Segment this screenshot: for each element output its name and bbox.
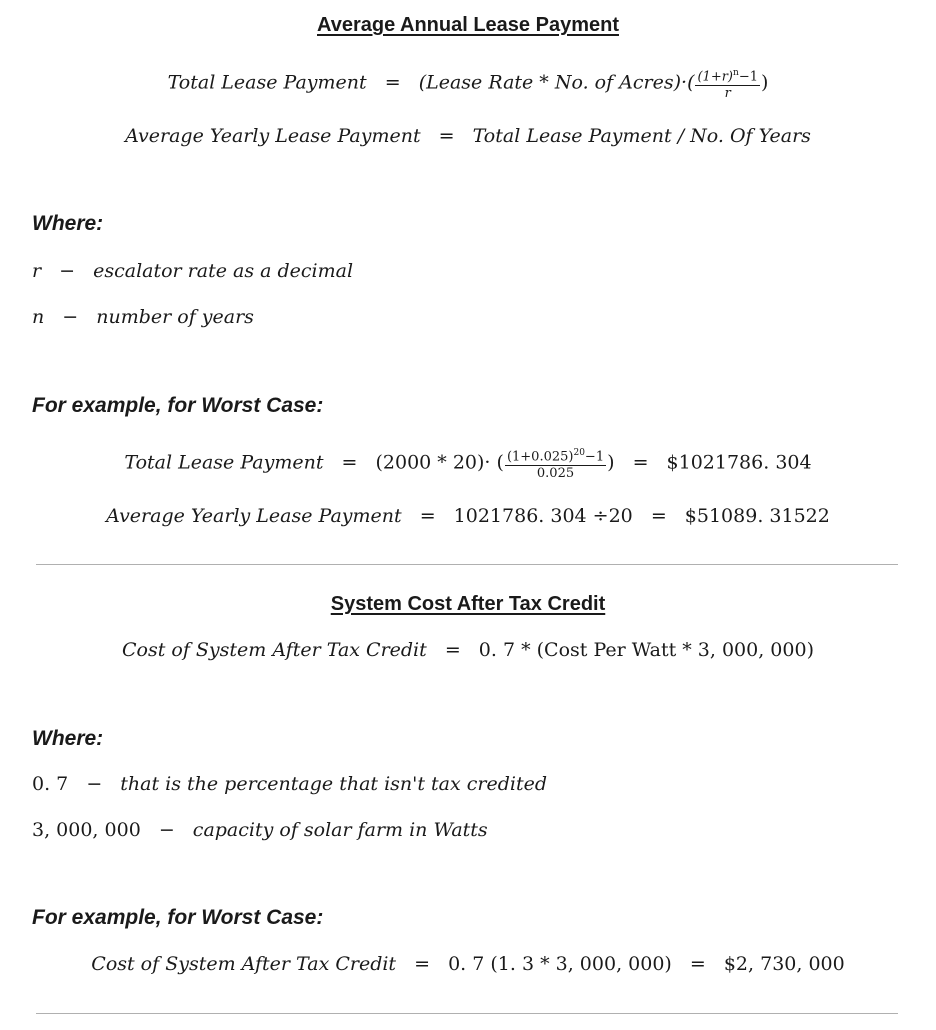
eq-rhs-suffix: ): [760, 71, 769, 94]
definition-capacity: [32, 817, 488, 843]
def-symbol: 3, 000, 000: [32, 819, 141, 841]
definition-r: [32, 258, 353, 284]
def-symbol: r: [32, 260, 42, 282]
eq-operator: =: [444, 639, 461, 661]
def-description: number of years: [96, 306, 254, 328]
eq-result: $2, 730, 000: [723, 953, 845, 975]
eq-rhs-suffix: ): [607, 451, 615, 474]
eq-lhs: Total Lease Payment: [124, 451, 324, 474]
frac-num-base: (1+r): [697, 69, 734, 85]
eq-lhs: Average Yearly Lease Payment: [106, 505, 402, 527]
def-dash: −: [158, 819, 175, 841]
eq-result: $51089. 31522: [684, 505, 830, 527]
equation-total-lease: [0, 66, 936, 101]
eq-rhs: Total Lease Payment / No. Of Years: [472, 125, 811, 147]
definition-factor: [32, 771, 547, 797]
divider: [36, 564, 898, 565]
frac-num-tail: −1: [738, 69, 758, 85]
definition-n: [32, 304, 254, 330]
frac-num-tail: −1: [584, 449, 605, 465]
def-description: escalator rate as a decimal: [93, 260, 354, 282]
def-description: that is the percentage that isn't tax credited: [120, 773, 548, 795]
frac-num-exp: 20: [573, 448, 585, 458]
eq-operator: =: [341, 451, 358, 474]
where-label: Where:: [32, 212, 104, 235]
def-description: capacity of solar farm in Watts: [192, 819, 488, 841]
divider: [36, 1013, 898, 1014]
def-symbol: 0. 7: [32, 773, 69, 795]
example-system-cost: [0, 949, 936, 979]
def-dash: −: [59, 260, 76, 282]
section-title-system-cost: System Cost After Tax Credit: [330, 593, 606, 615]
example-label: For example, for Worst Case:: [32, 906, 324, 929]
equation-system-cost: [0, 635, 936, 665]
where-label: Where:: [32, 727, 104, 750]
eq-operator: =: [414, 953, 431, 975]
eq-operator: =: [689, 953, 706, 975]
eq-operator: =: [419, 505, 436, 527]
def-dash: −: [62, 306, 79, 328]
frac-num-base: (1+0.025): [506, 449, 574, 465]
eq-lhs: Average Yearly Lease Payment: [125, 125, 421, 147]
example-label: For example, for Worst Case:: [32, 394, 324, 417]
equation-average-yearly: [0, 121, 936, 151]
eq-rhs-prefix: (Lease Rate * No. of Acres)·(: [418, 71, 695, 94]
eq-operator: =: [632, 451, 649, 474]
eq-middle: 0. 7 (1. 3 * 3, 000, 000): [448, 953, 672, 975]
def-symbol: n: [32, 306, 45, 328]
example-total-lease: [0, 446, 936, 481]
def-dash: −: [86, 773, 103, 795]
eq-rhs-prefix: (2000 * 20)· (: [375, 451, 504, 474]
eq-fraction: [505, 446, 606, 481]
example-average-yearly: [0, 501, 936, 531]
eq-operator: =: [384, 71, 401, 94]
eq-lhs: Cost of System After Tax Credit: [91, 953, 397, 975]
eq-middle: 1021786. 304 ÷20: [453, 505, 633, 527]
frac-num-exp: n: [733, 68, 739, 78]
eq-lhs: Total Lease Payment: [167, 71, 367, 94]
frac-den: r: [724, 86, 731, 102]
eq-fraction: [695, 66, 760, 101]
eq-lhs: Cost of System After Tax Credit: [121, 639, 427, 661]
eq-operator: =: [650, 505, 667, 527]
eq-operator: =: [438, 125, 455, 147]
frac-den: 0.025: [536, 466, 575, 482]
eq-rhs: 0. 7 * (Cost Per Watt * 3, 000, 000): [478, 639, 814, 661]
section-title-lease: Average Annual Lease Payment: [317, 14, 619, 36]
eq-result: $1021786. 304: [666, 451, 812, 474]
